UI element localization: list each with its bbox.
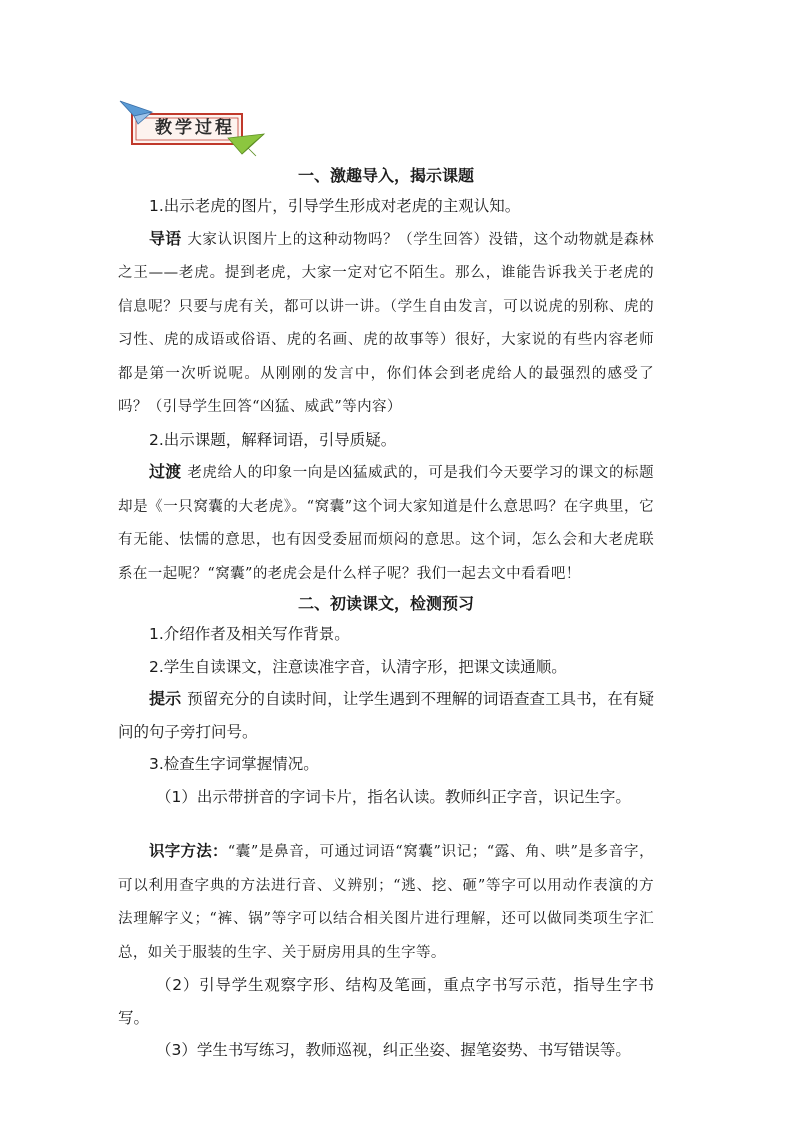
tip-paragraph bbox=[118, 683, 654, 748]
section-banner bbox=[118, 98, 266, 160]
transition-text: 老虎给人的印象一向是凶猛威武的，可是我们今天要学习的课文的标题却是《一只窝囊的大老虎》。“窝囊”这个词大家知道是什么意思吗？在字典里，它有无能、怯懦的意思，也有因受委屈而烦闷的意思。这个词，怎么会和大老虎联系在一起呢？“窝囊”的老虎会是什么样子呢？我们一起去文中看看吧！ bbox=[118, 465, 654, 582]
step-2-2: 2.学生自读课文，注意读准字音，认清字形，把课文读通顺。 bbox=[149, 657, 567, 676]
sub-step-3: （3）学生书写练习，教师巡视，纠正坐姿、握笔姿势、书写错误等。 bbox=[156, 1041, 631, 1059]
banner-title: 教学过程 bbox=[155, 118, 235, 138]
sub-step-1: （1）出示带拼音的字词卡片，指名认读。教师纠正字音，识记生字。 bbox=[156, 787, 631, 806]
intro-label: 导语 bbox=[149, 228, 182, 248]
section-heading-1: 一、激趣导入，揭示课题 bbox=[297, 166, 474, 185]
step-2: 2.出示课题，解释词语，引导质疑。 bbox=[149, 430, 397, 449]
section-heading-2: 二、初读课文，检测预习 bbox=[297, 594, 474, 613]
intro-paragraph bbox=[118, 223, 654, 424]
sub-step-2: （2）引导学生观察字形、结构及笔画，重点字书写示范，指导生字书写。 bbox=[118, 976, 654, 1027]
step-2-1: 1.介绍作者及相关写作背景。 bbox=[149, 625, 350, 643]
step-1: 1.出示老虎的图片，引导学生形成对老虎的主观认知。 bbox=[149, 197, 521, 215]
tip-text: 预留充分的自读时间，让学生遇到不理解的词语查查工具书，在有疑问的句子旁打问号。 bbox=[118, 690, 654, 741]
method-label: 识字方法： bbox=[149, 842, 228, 860]
method-paragraph bbox=[118, 835, 654, 969]
transition-label: 过渡 bbox=[149, 462, 182, 481]
spacer bbox=[118, 813, 654, 835]
intro-text: 大家认识图片上的这种动物吗？（学生回答）没错，这个动物就是森林之王——老虎。提到老虎，大家一定对它不陌生。那么，谁能告诉我关于老虎的信息呢？只要与虎有关，都可以讲一讲。（学生自由发言，可以说虎的别称、虎的习性、虎的成语或俗语、虎的名画、虎的故事等）很好，大家说的有些内容老师都是第一次听说呢。从刚刚的发言中，你们体会到老虎给人的最强烈的感受了吗？（引导学生回答“凶猛、威武”等内容） bbox=[118, 231, 654, 415]
lesson-body bbox=[118, 162, 654, 1067]
method-text: “囊”是鼻音，可通过词语“窝囊”识记；“露、角、哄”是多音字，可以利用查字典的方法进行音、义辨别；“逃、挖、砸”等字可以用动作表演的方法理解字义；“裤、锅”等字可以结合相关图片进行理解，还可以做同类项生字汇总，如关于服装的生字、关于厨房用具的生字等。 bbox=[118, 844, 654, 961]
step-2-3: 3.检查生字词掌握情况。 bbox=[149, 755, 319, 773]
transition-paragraph bbox=[118, 456, 654, 590]
tip-label: 提示 bbox=[149, 689, 182, 708]
